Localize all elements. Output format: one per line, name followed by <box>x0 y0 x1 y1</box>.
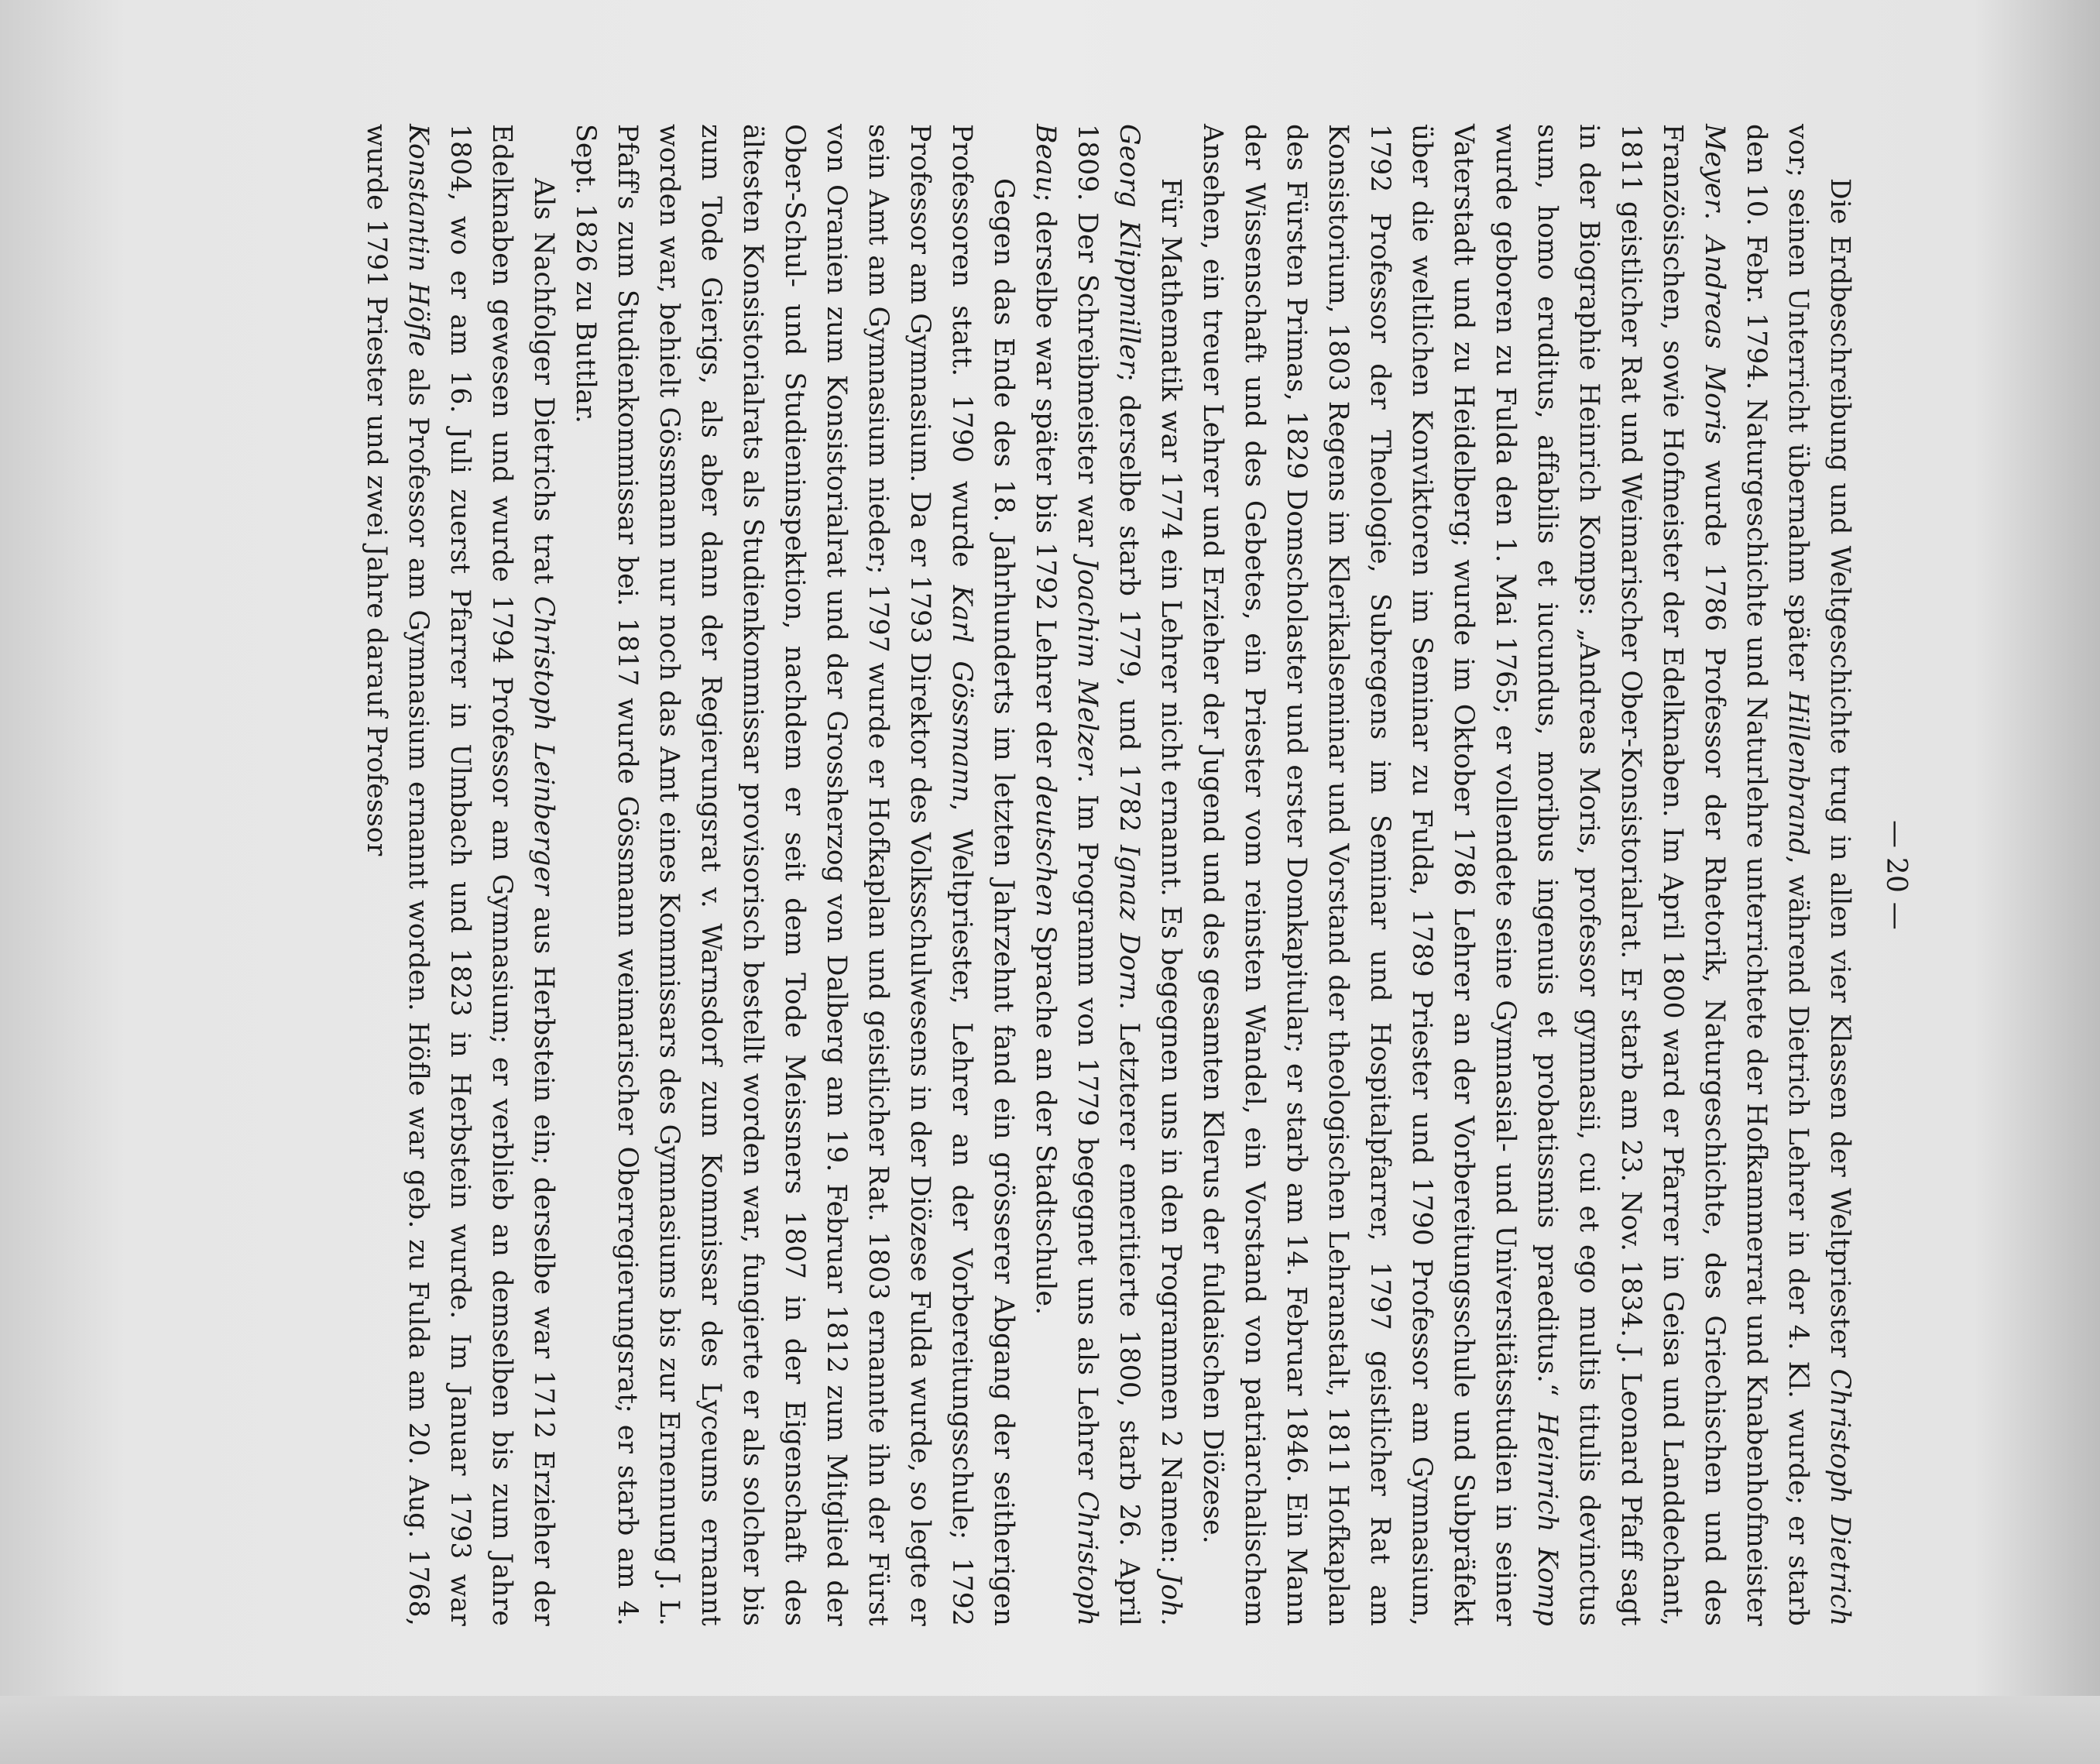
text-run: , Weltpriester, Lehrer an der Vorbereitungsschule; 1792 Professor am Gymnasium. Da er 1793 Direktor des Volksschulwesens in der Diözese Fulda wurde, so legte er sein Amt am Gymnasium nieder; 1797 wurde er Hofkaplan und geistlicher Rat. 1803 ernannte ihn der Fürst von Oranien zum Konsistorialrat und der Grossherzog von Dalberg am 19. Februar 1812 zum Mitglied der Ober-Schul- und Studieninspektion, nachdem er seit dem Tode Meissners 1807 in der Eigenschaft des ältesten Konsistorialrats als Studienkommissar provisorisch bestellt worden war, fungierte er als solcher bis zum Tode Gierigs, als aber dann der Regierungsrat v. Warnsdorf zum Kommissar des Lyceums ernannt worden war, behielt Gössmann nur noch das Amt eines Kommissars des Gymnasiums bis zur Ernennung J. L. Pfaff's zum Studienkommissar bei. 1817 wurde Gössmann weimarischer Oberregierungsrat; er starb am 4. Sept. 1826 zu Buttlar. <box>570 124 977 1626</box>
paragraph <box>1192 124 1861 1626</box>
paragraph <box>355 124 564 1626</box>
person-name: Christoph Beau <box>1030 124 1103 1626</box>
text-run: ; derselbe war später bis 1792 Lehrer der <box>1030 193 1061 777</box>
text-run: . <box>1699 211 1730 236</box>
text-run: Als Nachfolger Dietrichs trat <box>528 178 559 596</box>
person-name: Meyer <box>1699 124 1730 212</box>
text-run: , während Dietrich Lehrer in der 4. Kl. wurde; er starb den 10. Febr. 1794. Naturgeschichte und Naturlehre unterrichtete der Hofkammerrat und Knabenhofmeister <box>1741 124 1813 1626</box>
person-name: Joh. Georg Klippmiller <box>1113 124 1186 1626</box>
text-run: . Im Programm von 1779 begegnet uns als Lehrer <box>1072 774 1103 1491</box>
page-number: — 20 — <box>1880 820 1912 930</box>
text-run: wurde geboren zu Fulda den 1. Mai 1765; er vollendete seine Gymnasial- und Universitätsstudien in seiner Vaterstadt und zu Heidelberg; wurde im Oktober 1786 Lehrer an der Vorbereitungsschule und Subpräfekt über die weltlichen Konviktoren im Seminar zu Fulda, 1789 Priester und 1790 Professor am Gymnasium, 1792 Professor der Theologie, Subregens im Seminar und Hospitalpfarrer, 1797 geistlicher Rat am Konsistorium, 1803 Regens im Klerikalseminar und Vorstand der theologischen Lehranstalt, 1811 Hofkaplan des Fürsten Primas, 1829 Domscholaster und erster Domkapitular; er starb am 14. Februar 1846. Ein Mann der Wissenschaft und des Gebetes, ein Priester vom reinsten Wandel, ein Vorstand von patriarchalischem Ansehen, ein treuer Lehrer und Erzieher der Jugend und des gesamten Klerus der fuldaischen Diözese. <box>1197 124 1521 1626</box>
text-run: Sprache an der Stadtschule. <box>1030 917 1061 1316</box>
text-run: als Professor am Gymnasium ernannt worden. Höfle war geb. zu Fulda am 20. Aug. 1768, wurde 1791 Priester und zwei Jahre darauf Professor <box>361 124 434 1626</box>
text-run: aus Herbstein ein; derselbe war 1712 Erzieher der Edelknaben gewesen und wurde 1794 Professor am Gymnasium; er verblieb an demselben bis zum Jahre 1804, wo er am 16. Juli zuerst Pfarrer in Ulmbach und 1823 in Herbstein wurde. Im Januar 1793 war <box>444 124 559 1626</box>
person-name: Christoph Leinberger <box>528 595 559 896</box>
paragraph <box>564 124 1024 1626</box>
text-run: vor; seinen Unterricht übernahm später <box>1783 124 1813 692</box>
rotated-book-page <box>228 124 1916 1626</box>
text-run: Die Erdbeschreibung und Weltgeschichte trug in allen vier Klassen der Weltpriester <box>1824 178 1855 1369</box>
text-run: Gegen das Ende des 18. Jahrhunderts im letzten Jahrzehnt fand ein grösserer Abgang der seitherigen Professoren statt. 1790 wurde <box>946 124 1019 1626</box>
person-name: Joachim Melzer <box>1072 558 1103 775</box>
page-margin-strip <box>0 1696 2100 1764</box>
person-name: Karl Gössmann <box>946 585 977 803</box>
text-run: ; derselbe starb 1779, und 1782 <box>1113 372 1144 846</box>
person-name: Christoph Dietrich <box>1824 1368 1855 1626</box>
body-text <box>355 124 1861 1626</box>
person-name: deutschen <box>1030 776 1061 918</box>
text-run: Für Mathematik war 1774 ein Lehrer nicht ernannt. Es begegnen uns in den Programmen 2 Namen: <box>1155 178 1186 1574</box>
text-run: . Letzterer emeritierte 1800, starb 26. April 1809. Der Schreibmeister war <box>1072 124 1144 1626</box>
person-name: Konstantin Höfle <box>403 124 434 358</box>
person-name: Andreas Moris <box>1699 235 1730 444</box>
person-name: Ignaz Dorn <box>1113 845 1144 1001</box>
person-name: Hillenbrand <box>1783 692 1813 856</box>
person-name: Heinrich Komp <box>1532 1412 1563 1626</box>
paragraph <box>1024 124 1192 1626</box>
text-run: wurde 1786 Professor der Rhetorik, Naturgeschichte, des Griechischen und des Französischen, sowie Hofmeister der Edelknaben. Im April 1800 ward er Pfarrer in Geisa und Landdechant, 1811 geistlicher Rat und Weimarischer Ober-Konsistorialrat. Er starb am 23. Nov. 1834. J. Leonard Pfaff sagt in der Biographie Heinrich Komps: „Andreas Moris, professor gymnasii, cui et ego multis titulis devinctus sum, homo eruditus, affabilis et iucundus, moribus ingenuis et probatissmis praeditus.“ <box>1532 124 1730 1626</box>
